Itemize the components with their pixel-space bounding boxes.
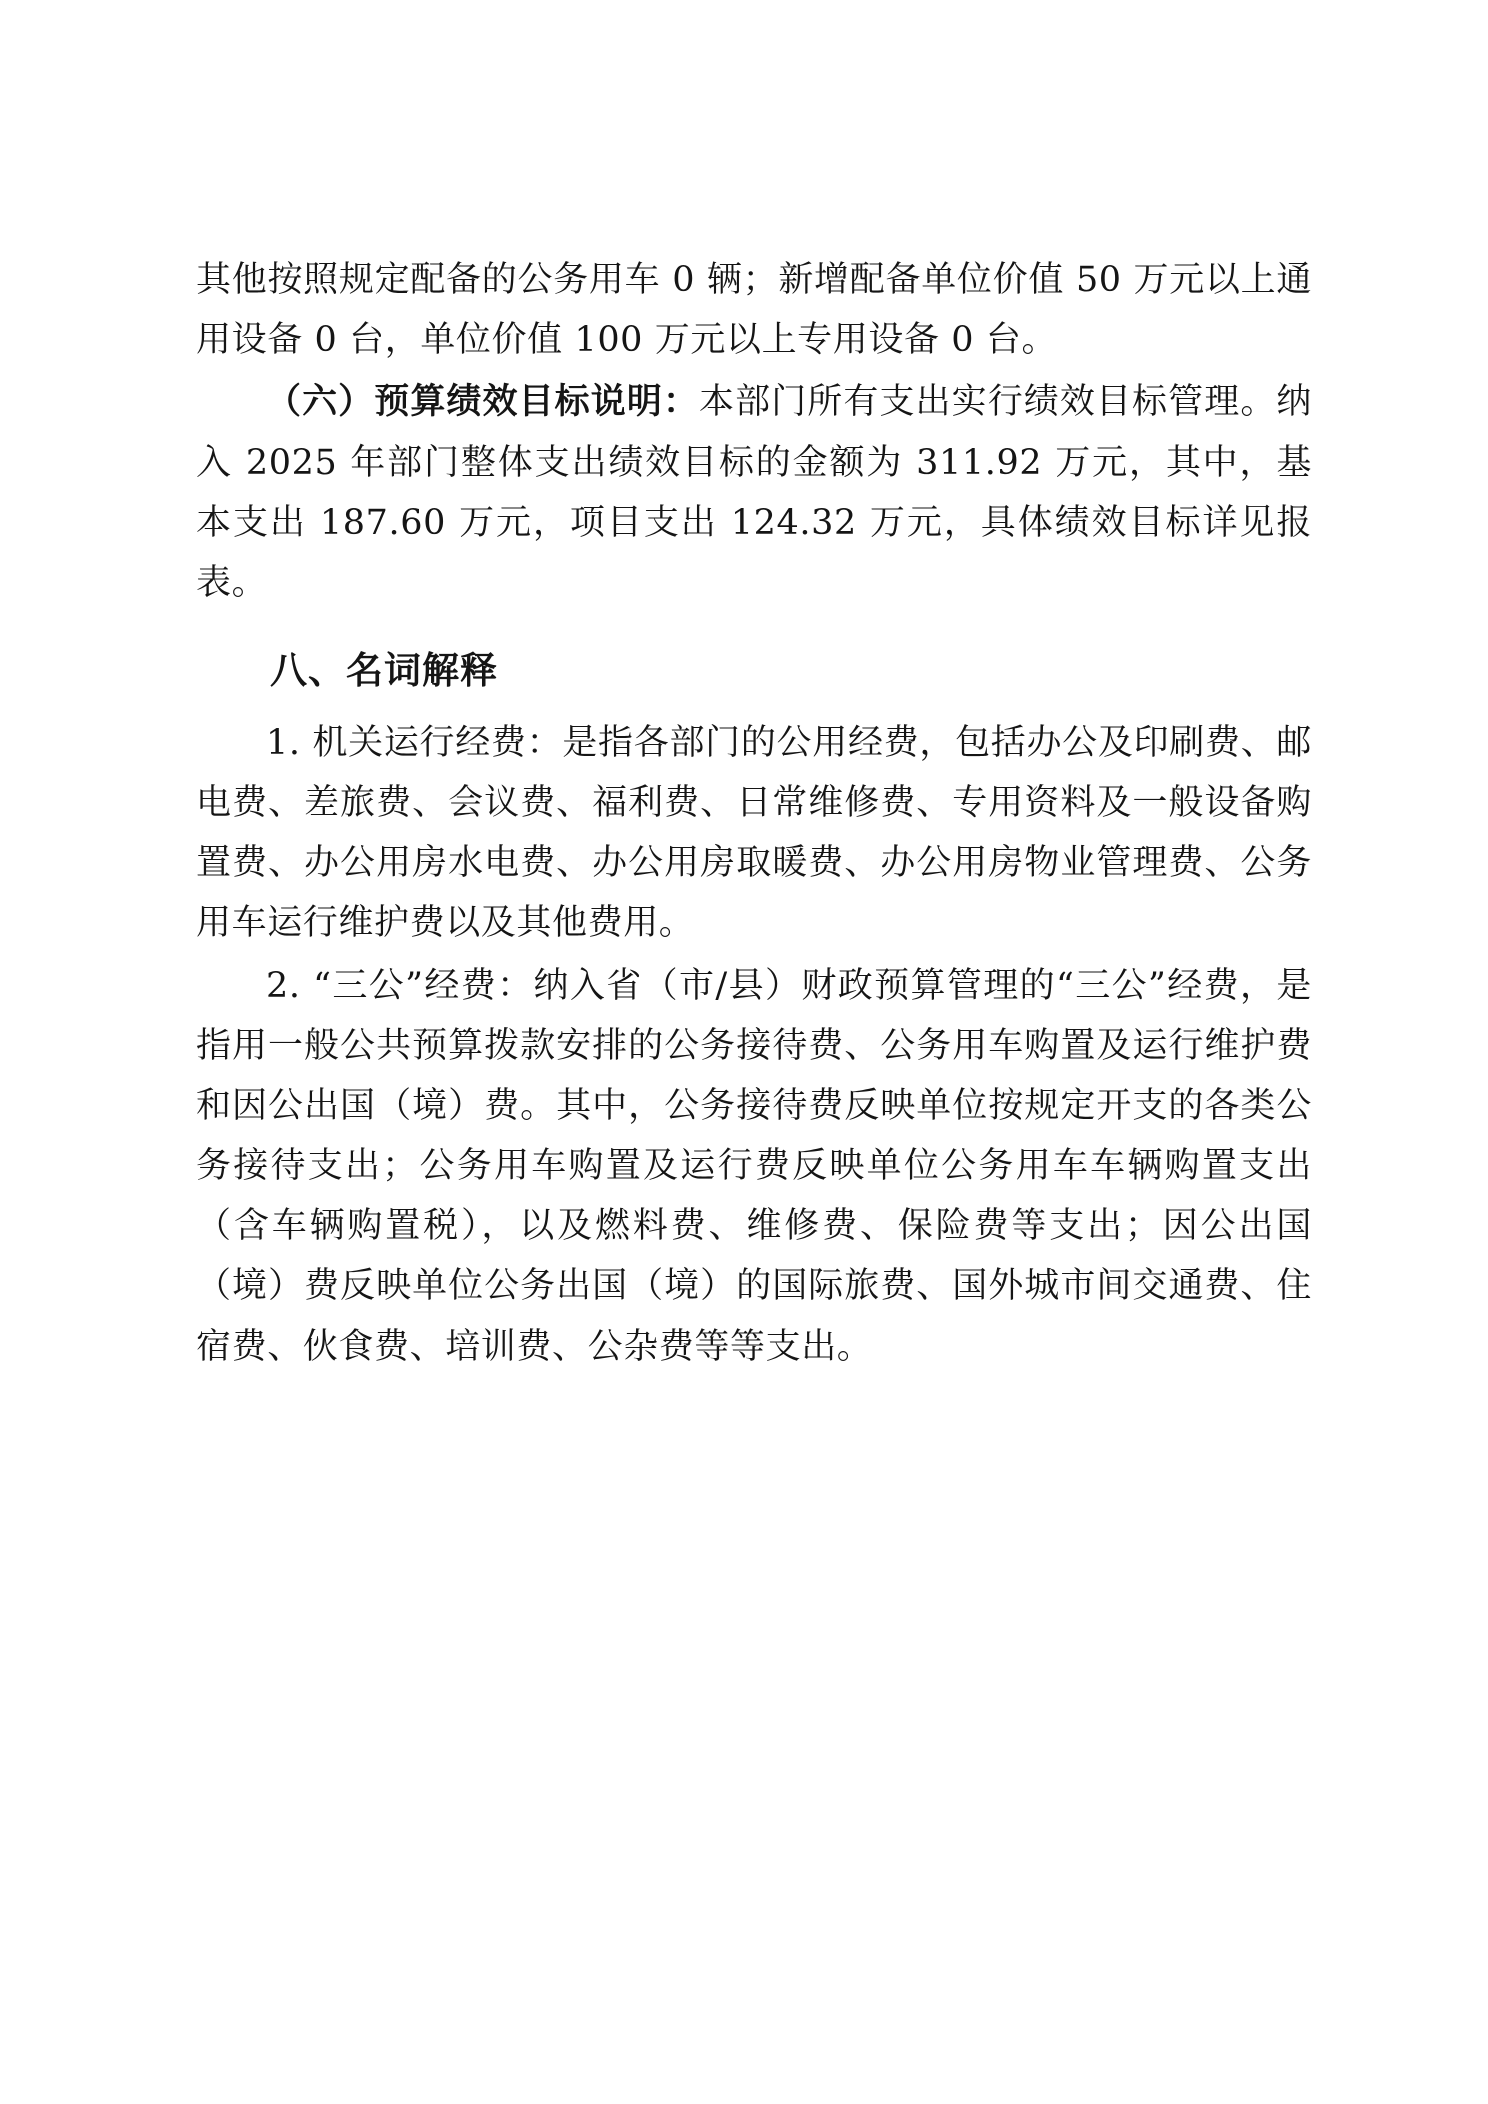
glossary-item-2: 2. “三公”经费：纳入省（市/县）财政预算管理的“三公”经费，是指用一般公共预算拨款安排的公务接待费、公务用车购置及运行维护费和因公出国（境）费。其中，公务接待费反映单位按规定开支的各类公务接待支出；公务用车购置及运行费反映单位公务用车车辆购置支出（含车辆购置税），以及燃料费、维修费、保险费等支出；因公出国（境）费反映单位公务出国（境）的国际旅费、国外城市间交通费、住宿费、伙食费、培训费、公杂费等等支出。 xyxy=(196,965,1312,1367)
paragraph-budget-performance-goal xyxy=(196,372,1312,613)
section-heading-glossary: 八、名词解释 xyxy=(270,649,498,693)
paragraph-budget-performance-text: 本部门所有支出实行绩效目标管理。纳入 2025 年部门整体支出绩效目标的金额为 311.92 万元，其中，基本支出 187.60 万元，项目支出 124.32 万元，具体绩效目标详见报表。 xyxy=(196,382,1313,603)
spacer xyxy=(196,615,1312,623)
paragraph-lead-label: （六）预算绩效目标说明： xyxy=(266,381,700,423)
paragraph-vehicle-equipment: 其他按照规定配备的公务用车 0 辆；新增配备单位价值 50 万元以上通用设备 0 台，单位价值 100 万元以上专用设备 0 台。 xyxy=(196,260,1312,361)
glossary-item-1: 1. 机关运行经费：是指各部门的公用经费，包括办公及印刷费、邮电费、差旅费、会议费、福利费、日常维修费、专用资料及一般设备购置费、办公用房水电费、办公用房取暖费、办公用房物业管理费、公务用车运行维护费以及其他费用。 xyxy=(196,722,1312,944)
document-body xyxy=(196,250,1312,1377)
